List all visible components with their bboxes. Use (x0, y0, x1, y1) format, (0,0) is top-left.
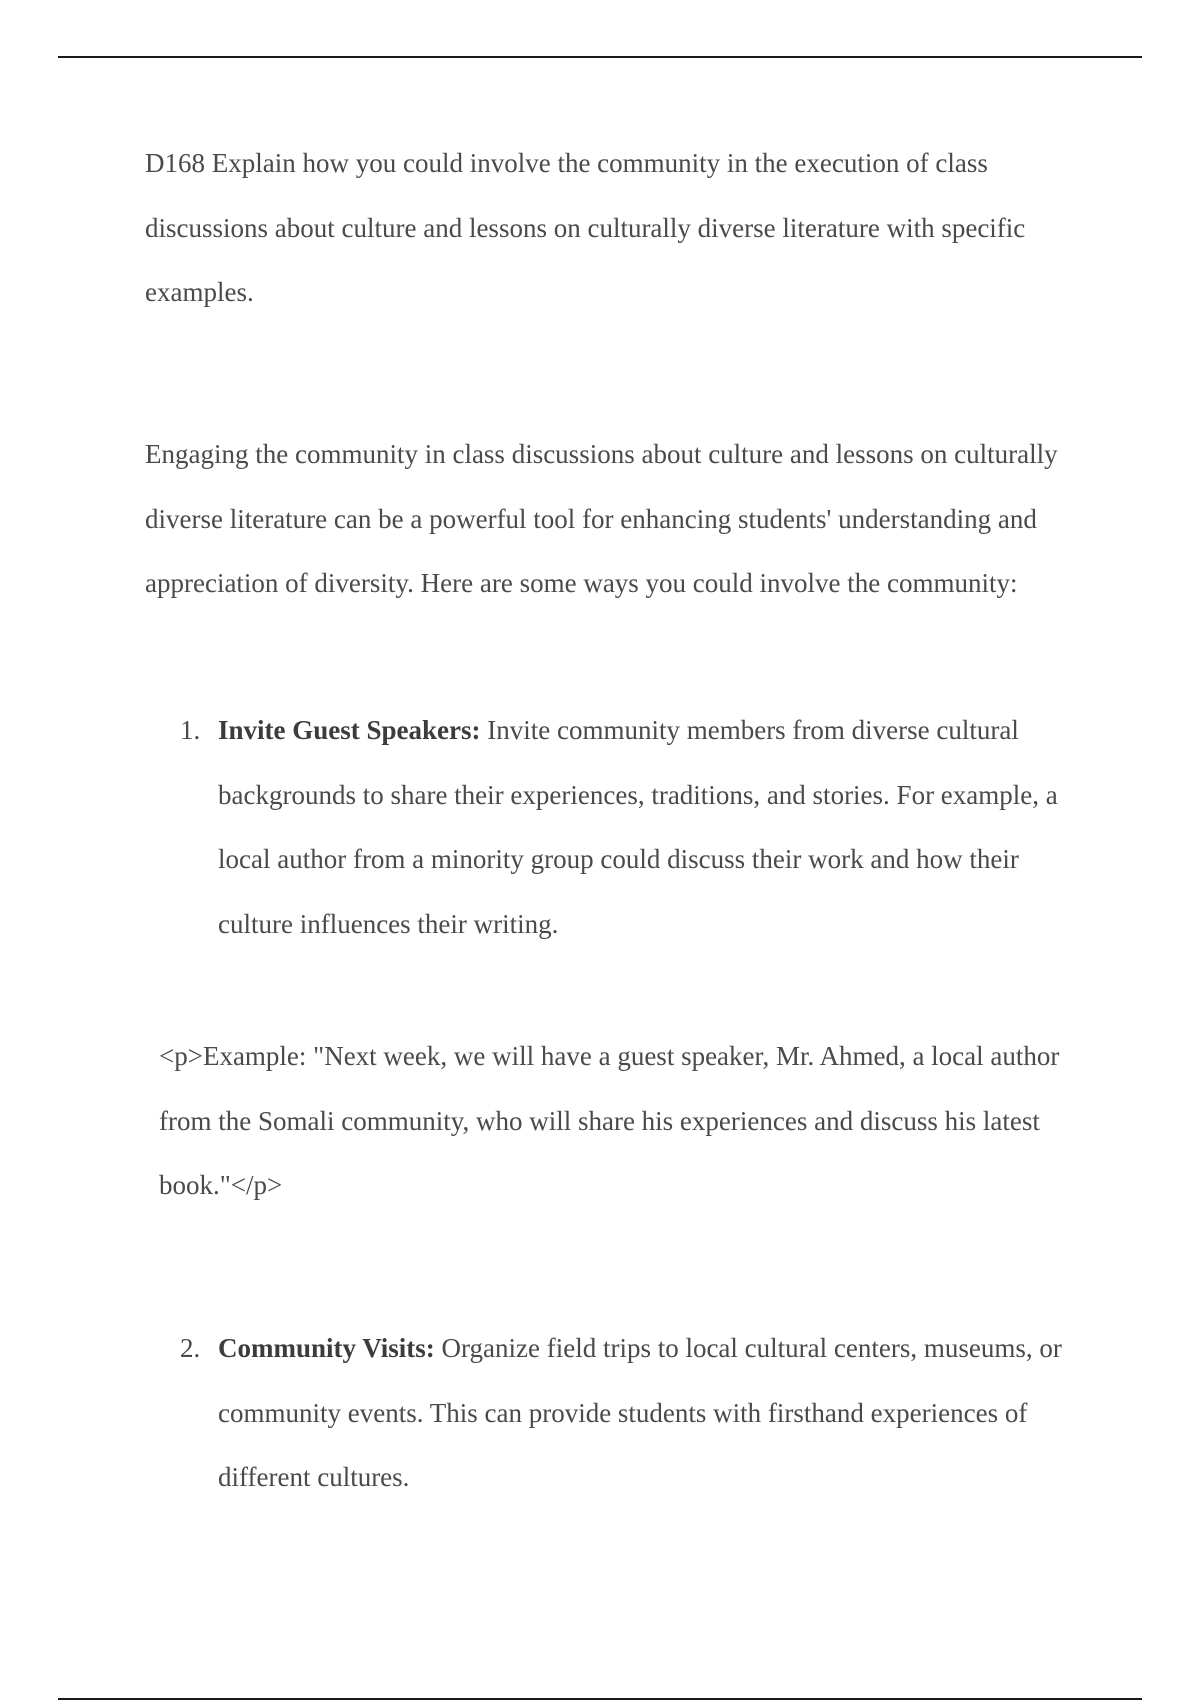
top-rule (58, 56, 1142, 58)
list-item-text: Organize field trips to local cultural centers, museums, or community events. This can provide students with firsthand experiences of different cultures. (218, 1333, 1062, 1492)
list-item-body (218, 698, 1078, 956)
intro-paragraph: Engaging the community in class discussions about culture and lessons on culturally diverse literature can be a powerful tool for enhancing students' understanding and appreciation of diversity. Here are some ways you could involve the community: (145, 439, 1058, 598)
example-paragraph: <p>Example: "Next week, we will have a guest speaker, Mr. Ahmed, a local author from the Somali community, who will share his experiences and discuss his latest book."</p> (159, 1041, 1060, 1200)
question-text: D168 Explain how you could involve the community in the execution of class discussions about culture and lessons on culturally diverse literature with specific examples. (145, 148, 1026, 307)
list-item-number: 2. (180, 1333, 201, 1363)
list-item-title: Community Visits: (218, 1333, 435, 1363)
list-item-body (218, 1316, 1078, 1510)
list-item-title: Invite Guest Speakers: (218, 715, 481, 745)
list-item-text: Invite community members from diverse cultural backgrounds to share their experiences, traditions, and stories. For example, a local author from a minority group could discuss their work and how their culture influences their writing. (218, 715, 1058, 939)
list-item-number: 1. (180, 715, 201, 745)
